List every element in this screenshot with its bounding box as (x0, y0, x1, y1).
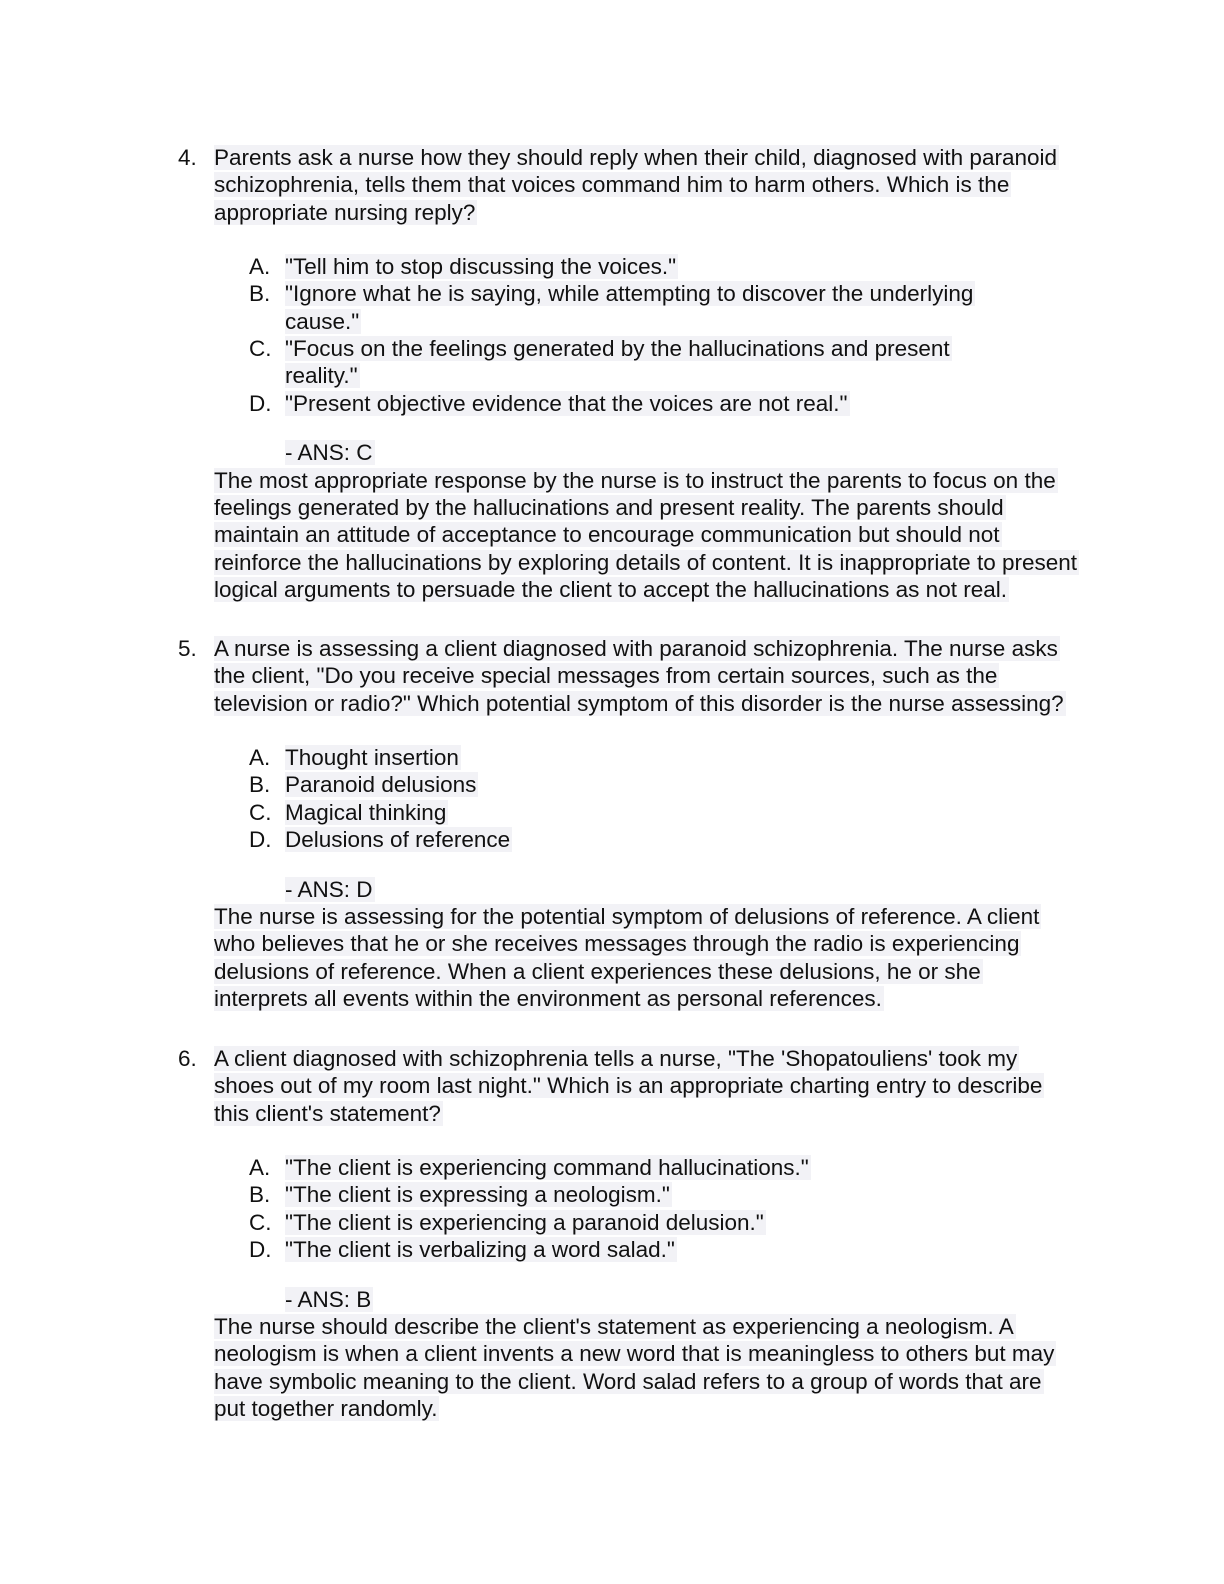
option-text-wrap (285, 335, 1078, 390)
option-c (249, 1209, 1078, 1236)
question-stem (214, 144, 1078, 226)
question-stem (214, 1045, 1078, 1127)
question-stem-text: A nurse is assessing a client diagnosed with paranoid schizophrenia. The nurse asks the client, "Do you receive special messages from certain sources, such as the television or radio?" Which potential symptom of this disorder is the nurse assessing? (214, 636, 1064, 716)
rationale (214, 467, 1078, 603)
option-text-wrap (285, 1209, 1078, 1236)
question-number: 4. (178, 145, 197, 170)
option-a (249, 744, 1078, 771)
option-text: "Focus on the feelings generated by the hallucinations and present reality." (285, 336, 950, 389)
option-letter: B. (249, 281, 271, 307)
answer-key (285, 876, 1078, 903)
option-letter: D. (249, 390, 272, 416)
question-4 (178, 144, 1078, 603)
option-text: Thought insertion (285, 745, 459, 771)
question-number: 6. (178, 1046, 197, 1071)
option-text-wrap (285, 253, 1078, 280)
option-letter: B. (249, 772, 271, 798)
option-text-wrap (285, 771, 1078, 798)
answer-key (285, 1286, 1078, 1313)
option-letter: C. (249, 1209, 272, 1235)
option-letter: A. (249, 254, 271, 280)
rationale-text: The most appropriate response by the nurse is to instruct the parents to focus on the feelings generated by the hallucinations and present reality. The parents should maintain an attitude of acceptance to encourage communication but should not reinforce the hallucinations by exploring details of content. It is inappropriate to present logical arguments to persuade the client to accept the hallucinations as not real. (214, 467, 1078, 602)
option-text-wrap (285, 744, 1078, 771)
question-stem-row (178, 635, 1078, 717)
option-text: Magical thinking (285, 799, 447, 825)
option-b (249, 280, 1078, 335)
option-text-wrap (285, 1154, 1078, 1181)
option-c (249, 799, 1078, 826)
rationale (214, 903, 1078, 1012)
option-letter: A. (249, 1155, 271, 1181)
rationale-text: The nurse is assessing for the potential symptom of delusions of reference. A client who believes that he or she receives messages through the radio is experiencing delusions of reference. When a client experiences these delusions, he or she interprets all events within the environment as personal references. (214, 904, 1040, 1012)
option-letter: B. (249, 1182, 271, 1208)
option-d (249, 390, 1078, 417)
option-text-wrap (285, 390, 1078, 417)
option-text: "Ignore what he is saying, while attempting to discover the underlying cause." (285, 281, 974, 334)
option-text-wrap (285, 1181, 1078, 1208)
option-letter: C. (249, 799, 272, 825)
option-text: "The client is experiencing command hallucinations." (285, 1155, 809, 1181)
option-text: "The client is verbalizing a word salad." (285, 1237, 675, 1263)
option-text: "Tell him to stop discussing the voices." (285, 254, 677, 280)
option-c (249, 335, 1078, 390)
option-text: Delusions of reference (285, 827, 511, 853)
option-text-wrap (285, 280, 1078, 335)
option-letter: C. (249, 336, 272, 362)
option-a (249, 1154, 1078, 1181)
rationale-text: The nurse should describe the client's statement as experiencing a neologism. A neologism is when a client invents a new word that is meaningless to others but may have symbolic meaning to the client. Word salad refers to a group of words that are put together randomly. (214, 1314, 1055, 1422)
option-letter: A. (249, 745, 271, 771)
option-text-wrap (285, 799, 1078, 826)
option-b (249, 1181, 1078, 1208)
question-stem-text: Parents ask a nurse how they should reply when their child, diagnosed with paranoid schizophrenia, tells them that voices command him to harm others. Which is the appropriate nursing reply? (214, 145, 1058, 225)
answer-key-text: - ANS: D (285, 876, 373, 902)
option-d (249, 1236, 1078, 1263)
option-b (249, 771, 1078, 798)
question-6 (178, 1045, 1078, 1422)
answer-key (285, 439, 1078, 466)
question-5 (178, 635, 1078, 1012)
answer-key-text: - ANS: C (285, 440, 373, 466)
question-stem-row (178, 144, 1078, 226)
answer-options (249, 744, 1078, 853)
rationale (214, 1313, 1078, 1422)
option-d (249, 826, 1078, 853)
option-text-wrap (285, 826, 1078, 853)
answer-key-text: - ANS: B (285, 1286, 372, 1312)
question-number: 5. (178, 636, 197, 661)
option-text: "Present objective evidence that the voices are not real." (285, 390, 848, 416)
option-letter: D. (249, 827, 272, 853)
question-stem (214, 635, 1078, 717)
option-text: "The client is expressing a neologism." (285, 1182, 670, 1208)
option-text: Paranoid delusions (285, 772, 477, 798)
option-letter: D. (249, 1237, 272, 1263)
question-stem-row (178, 1045, 1078, 1127)
option-text-wrap (285, 1236, 1078, 1263)
option-a (249, 253, 1078, 280)
option-text: "The client is experiencing a paranoid delusion." (285, 1209, 764, 1235)
question-stem-text: A client diagnosed with schizophrenia tells a nurse, "The 'Shopatouliens' took my shoes out of my room last night." Which is an appropriate charting entry to describe this client's statement? (214, 1046, 1043, 1126)
answer-options (249, 253, 1078, 417)
answer-options (249, 1154, 1078, 1263)
